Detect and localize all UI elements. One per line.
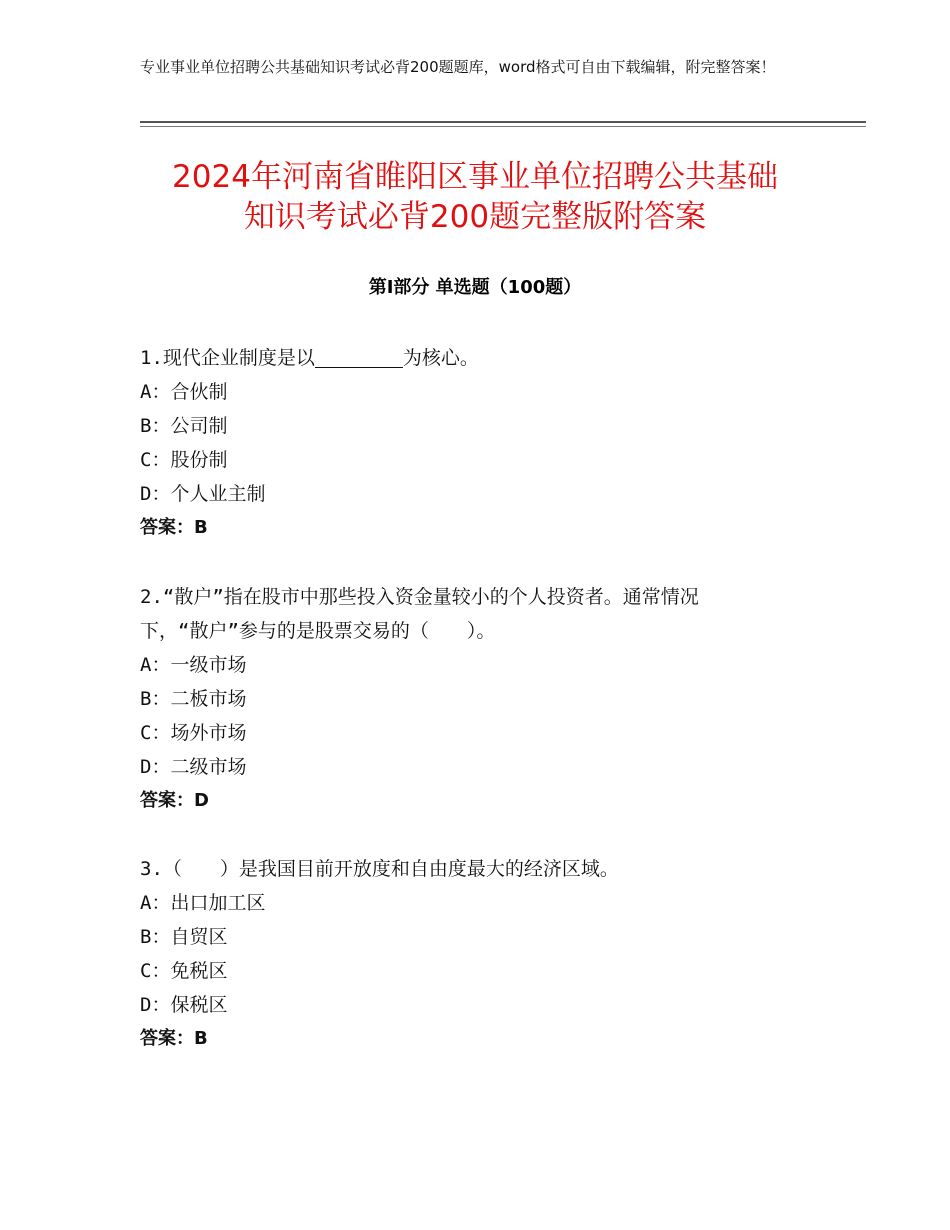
document-title: [60, 157, 890, 237]
option-a: A：合伙制: [140, 381, 228, 403]
option-d: D：二级市场: [140, 756, 247, 778]
answer-blank: [315, 345, 403, 368]
header-note: 专业事业单位招聘公共基础知识考试必背200题题库，word格式可自由下载编辑，附完整答案！: [140, 58, 776, 76]
option-c: C：股份制: [140, 449, 228, 471]
option-b: B：二板市场: [140, 688, 247, 710]
option-d: D：个人业主制: [140, 483, 266, 505]
header-rule-thin: [140, 126, 866, 127]
question-stem: [140, 341, 820, 375]
title-line-1: 2024年河南省睢阳区事业单位招聘公共基础: [172, 159, 778, 195]
question-stem-line-1: 2.“散户”指在股市中那些投入资金量较小的个人投资者。通常情况: [140, 586, 699, 608]
stem-text: 为核心。: [402, 347, 479, 369]
stem-text: 1.现代企业制度是以: [140, 347, 315, 369]
question-2: [140, 580, 820, 818]
title-line-2: 知识考试必背200题完整版附答案: [243, 199, 707, 235]
option-b: B：公司制: [140, 415, 228, 437]
question-1: [140, 341, 820, 545]
option-b: B：自贸区: [140, 926, 228, 948]
question-stem-line-2: 下，“散户”参与的是股票交易的（ ）。: [140, 620, 496, 642]
option-c: C：免税区: [140, 960, 228, 982]
answer: 答案：D: [140, 790, 209, 811]
option-c: C：场外市场: [140, 722, 247, 744]
answer: 答案：B: [140, 517, 208, 538]
option-a: A：一级市场: [140, 654, 247, 676]
option-a: A：出口加工区: [140, 892, 266, 914]
question-3: [140, 852, 820, 1056]
header-rule-thick: [140, 121, 866, 123]
answer: 答案：B: [140, 1028, 208, 1049]
question-stem: 3.（ ）是我国目前开放度和自由度最大的经济区域。: [140, 858, 619, 880]
section-title: 第Ⅰ部分 单选题（100题）: [368, 277, 582, 298]
option-d: D：保税区: [140, 994, 228, 1016]
